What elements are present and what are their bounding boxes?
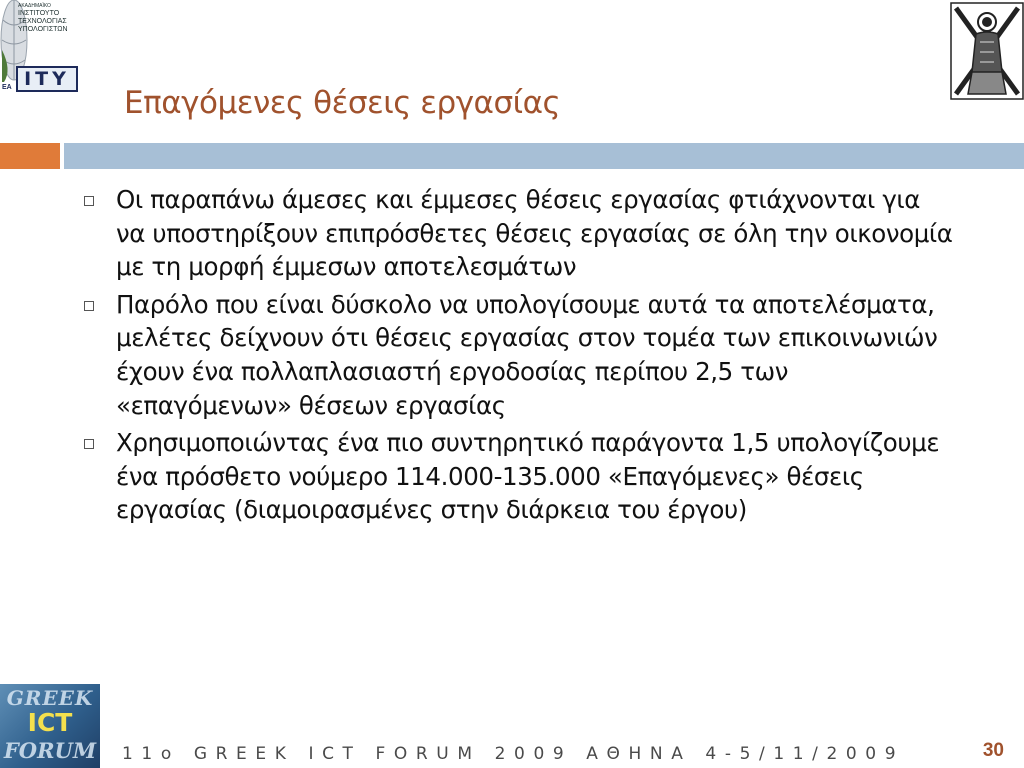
slide-title: Επαγόμενες θέσεις εργασίας xyxy=(124,84,561,121)
ity-badge xyxy=(16,66,78,92)
bullet-text: Οι παραπάνω άμεσες και έμμεσες θέσεις εργασίας φτιάχνονται για να υποστηρίξουν επιπρόσθετες θέσεις εργασίας σε όλη την οικονομία με τη μορφή έμμεσων αποτελεσμάτων xyxy=(116,185,953,282)
institute-logo xyxy=(0,0,82,98)
slide-content xyxy=(84,183,954,531)
forum-logo-forum: FORUM xyxy=(3,738,97,763)
square-bullet-icon xyxy=(84,301,94,311)
footer-text: 11ο GREEK ICT FORUM 2009 ΑΘΗΝΑ 4-5/11/2009 xyxy=(122,744,905,764)
square-bullet-icon xyxy=(84,439,94,449)
forum-logo-greek: GREEK xyxy=(6,686,94,710)
square-bullet-icon xyxy=(84,196,94,206)
bullet-item xyxy=(84,183,954,284)
page-number: 30 xyxy=(982,740,1004,761)
accent-bar-orange xyxy=(0,143,60,169)
bullet-item xyxy=(84,426,954,527)
saint-emblem-icon xyxy=(950,2,1024,100)
institute-line-2: ΙΝΣΤΙΤΟΥΤΟ xyxy=(18,10,60,17)
ity-letters: ITY xyxy=(24,68,70,90)
greek-ict-forum-logo xyxy=(0,684,100,768)
institute-line-4: ΥΠΟΛΟΓΙΣΤΩΝ xyxy=(18,26,68,33)
ea-label: ΕΑ xyxy=(2,84,12,91)
bullet-text: Παρόλο που είναι δύσκολο να υπολογίσουμε αυτά τα αποτελέσματα, μελέτες δείχνουν ότι θέσεις εργασίας στον τομέα των επικοινωνιών έχουν ένα πολλαπλασιαστή εργοδοσίας περίπου 2,5 των «επαγόμενων» θέσεων εργασίας xyxy=(116,289,938,420)
institute-line-1: ΑΚΑΔΗΜΑΪΚΟ xyxy=(18,3,51,9)
bullet-item xyxy=(84,288,954,422)
accent-bar-blue xyxy=(64,143,1024,169)
institute-line-3: ΤΕΧΝΟΛΟΓΙΑΣ xyxy=(18,18,67,25)
bullet-text: Χρησιμοποιώντας ένα πιο συντηρητικό παράγοντα 1,5 υπολογίζουμε ένα πρόσθετο νούμερο 114.000-135.000 «Επαγόμενες» θέσεις εργασίας (διαμοιρασμένες στην διάρκεια του έργου) xyxy=(116,428,940,525)
forum-logo-ict: ICT xyxy=(27,708,73,737)
